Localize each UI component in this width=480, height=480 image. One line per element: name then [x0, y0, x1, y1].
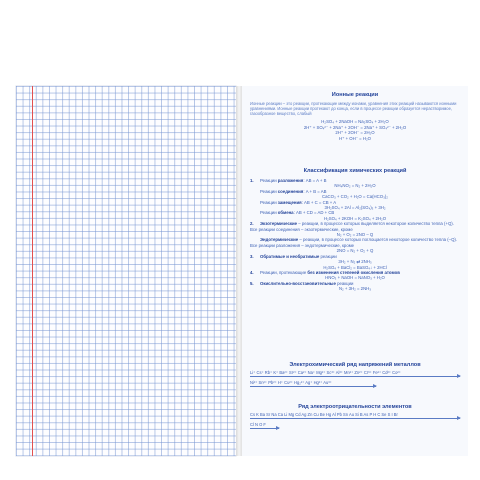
margin-line [32, 86, 33, 456]
class-bold: замещения [277, 199, 302, 205]
class-eq: HNO₃ + NaOH = NaNO₃ + H₂O [325, 275, 385, 281]
class-item [250, 178, 460, 189]
electroneg-line-1: Cs K Ba Sr Na Ca Li Mg Cd Ag Zn Cu Be Hg Al Pb Sn Au Si B As P H C Se S I Br [250, 412, 398, 417]
class-rest: : AB + C = CB + A [301, 199, 337, 205]
electrochem-line-2: Ni²⁺ Sn²⁺ Pb²⁺ H⁺ Cu²⁺ Hg₂²⁺ Ag⁺ Hg²⁺ Au³⁺ [250, 380, 332, 386]
class-rest: реакции [335, 280, 354, 286]
electroneg-arrow-2 [250, 428, 279, 429]
class-lead: Реакции [260, 210, 278, 216]
class-rest: : AB = A + B [303, 178, 327, 183]
class-item [250, 221, 460, 237]
class-num: 3. [250, 253, 254, 259]
ionic-eq-4: H⁺ + OH⁻ = H₂O [339, 135, 371, 141]
class-bold: Окислительно-восстановительные [260, 280, 336, 286]
class-num: 1. [250, 178, 254, 183]
ionic-eq-3: 2H⁺ + 2OH⁻ = 2H₂O [335, 130, 375, 136]
ionic-title: Ионные реакции [331, 92, 379, 98]
class-lead: Реакции [260, 178, 278, 183]
class-rest: – реакции, в процессе которых поглощается некоторое количество тепла (–Q). Все реакции разложения – эндотермические, кроме [250, 237, 458, 248]
electroneg-arrow-1 [250, 418, 460, 419]
class-item [250, 254, 460, 270]
class-lead: Реакции, протекающие [260, 269, 308, 275]
class-bold: Экзотермические [260, 221, 298, 227]
class-eq: N₂ + 3H₂ = 2NH₃ [338, 286, 372, 292]
class-rest: : A + B = AB [303, 188, 327, 194]
class-bold: без изменения степеней окисления атомов [307, 269, 400, 275]
class-eq: CaCO₃ + CO₂ + H₂O = Ca(HCO₃)₂ [322, 194, 388, 200]
ionic-eq-1: H₂SO₄ + 2NaOH = Na₂SO₄ + 2H₂O [321, 119, 389, 125]
ionic-section [250, 92, 460, 141]
class-rest: : AB + CD = AD + CB [293, 210, 335, 216]
classification-section [250, 168, 460, 292]
electroneg-section [250, 404, 460, 429]
class-eq: 2NO = N₂ + O₂ + Q [336, 248, 374, 254]
class-bold: соединения [277, 188, 304, 194]
ionic-text: Ионные реакции – это реакции, протекающие между ионами, уравнения этих реакций называются ионными уравнениями. Ионные реакции протекают до конца, если в процессе реакции образуется нерастворимое, газообразное вещество, слабый [250, 101, 457, 117]
class-eq: N₂ + O₂ = 2NO – Q [336, 232, 374, 238]
electrochem-title: Электрохимический ряд напряжений металлов [289, 362, 421, 368]
class-num: 4. [250, 269, 254, 275]
electroneg-title: Ряд электроотрицательности элементов [298, 404, 412, 410]
class-lead: Реакции [260, 199, 278, 205]
classification-list [250, 178, 460, 292]
class-bold: Эндотермические [260, 237, 299, 243]
reference-page-right [242, 86, 468, 456]
class-item [250, 189, 460, 200]
ionic-equations [250, 119, 460, 141]
classification-title: Классификация химических реакций [303, 168, 407, 174]
class-lead: Реакции [260, 188, 278, 194]
electrochem-section [250, 362, 460, 387]
class-eq: H₂SO₄ + BaCl₂ = BaSO₄↓ + 2HCl [323, 264, 387, 270]
class-eq: NH₄NO₂ = N₂ + 2H₂O [334, 183, 376, 189]
class-item [250, 237, 460, 253]
class-item [250, 270, 460, 281]
grid-page-left [16, 86, 236, 456]
class-eq: 3H₂ + N₂ ⇄ 2NH₃ [338, 259, 372, 265]
class-eq: 3H₂SO₄ + 2Al = Al₂(SO₄)₃ + 3H₂ [324, 205, 386, 211]
electrochem-arrow-2 [250, 386, 376, 387]
class-item [250, 200, 460, 211]
electrochem-line-1: Li⁺ Cs⁺ Rb⁺ K⁺ Ba²⁺ Sr²⁺ Ca²⁺ Na⁺ Mg²⁺ Sc³⁺ Al³⁺ Mn²⁺ Zn²⁺ Cr³⁺ Fe²⁺ Cd²⁺ Co²⁺ [250, 370, 401, 375]
class-rest: – реакции, в процессе которых выделяется некоторое количество тепла (+Q). Все реакции соединения – экзотермические, кроме [250, 221, 454, 232]
class-num: 2. [250, 221, 254, 227]
class-num: 5. [250, 280, 254, 286]
electroneg-line-2: Cl N O F [250, 422, 266, 428]
class-item [250, 281, 460, 292]
class-bold: разложения [277, 178, 304, 183]
class-bold: Обратимые и необратимые [260, 253, 320, 259]
electrochem-arrow-1 [250, 376, 460, 377]
class-item [250, 210, 460, 221]
ionic-eq-2: 2H⁺ + SO₄²⁻ + 2Na⁺ + 2OH⁻ = 2Na⁺ + SO₄²⁻ + 2H₂O [303, 124, 407, 130]
class-rest: реакции [319, 253, 337, 259]
class-eq: H₂SO₄ + 2KOH = K₂SO₄ + 2H₂O [323, 215, 387, 221]
class-bold: обмена [277, 210, 294, 216]
